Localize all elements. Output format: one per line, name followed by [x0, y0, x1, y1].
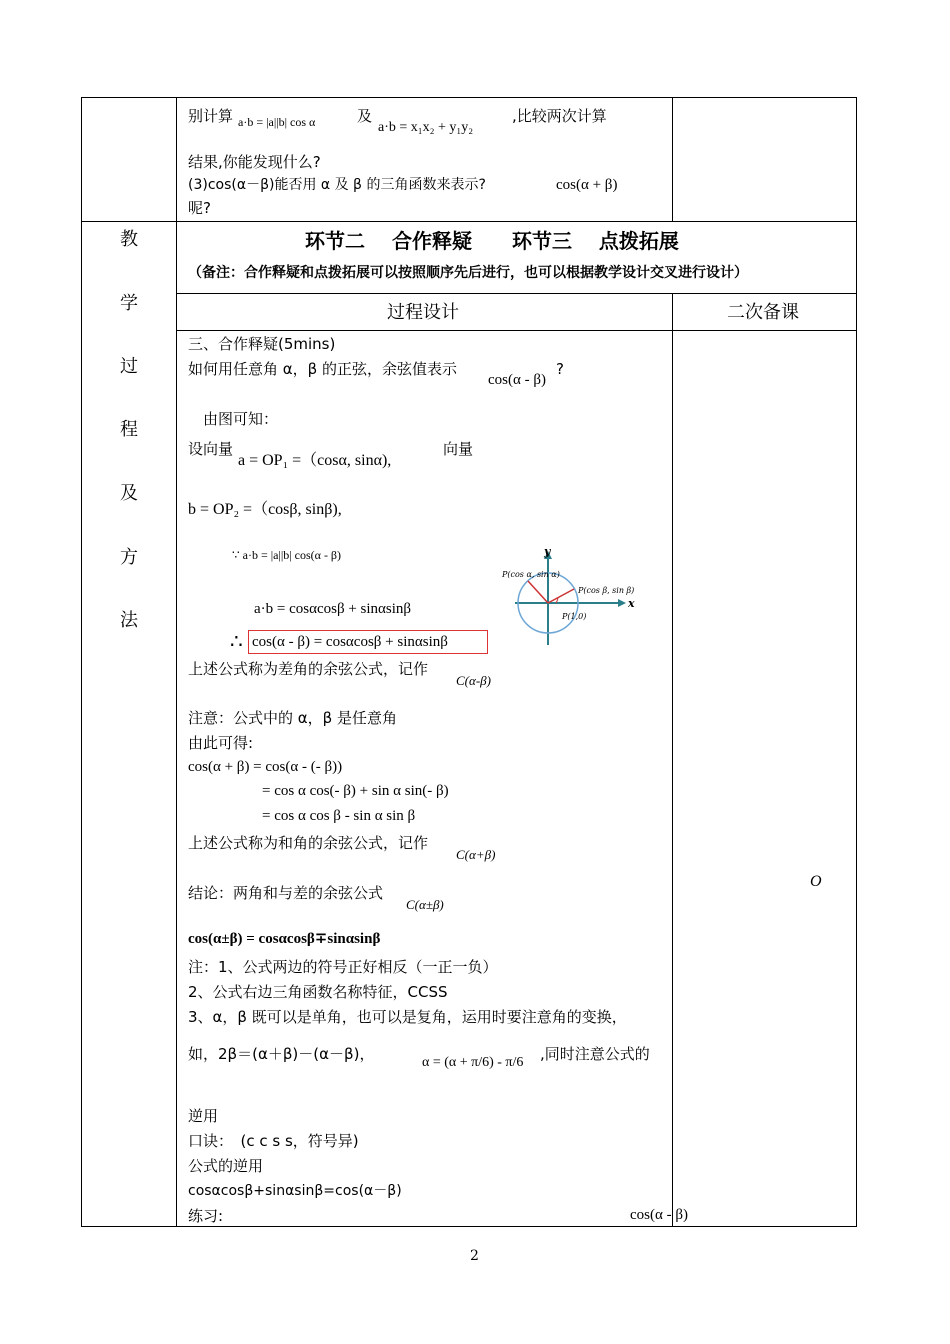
table-row-divider-3	[176, 330, 857, 331]
side-label-char: 及	[120, 483, 138, 504]
table-border-top	[81, 97, 857, 98]
page-number: 2	[470, 1248, 479, 1264]
secondary-mark: O	[810, 873, 822, 890]
dot-formula: a·b = cosαcosβ + sinαsinβ	[254, 601, 412, 617]
col-header-process: 过程设计	[387, 302, 459, 323]
table-row-divider-2	[176, 293, 857, 294]
conclusion-text: 结论：两角和与差的余弦公式	[188, 884, 384, 902]
boxed-formula-frame	[248, 630, 488, 654]
top-line3-text: (3)cos(α－β)能否用 α 及 β 的三角函数来表示?	[188, 177, 486, 193]
vec-b-formula: b = OP₂ =（cosβ, sinβ),	[188, 501, 342, 518]
side-label-char: 教	[120, 229, 138, 250]
x-axis-label: x	[628, 597, 635, 610]
because-formula: ∵ a·b = |a||b| cos(α - β)	[232, 548, 342, 562]
p0-label: P(1,0)	[562, 612, 587, 621]
reverse-formula: cosαcosβ+sinαsinβ=cos(α－β)	[188, 1183, 402, 1199]
top-line1-mid: 及	[357, 107, 373, 125]
table-col-divider-upper	[672, 97, 673, 222]
reverse-label: 逆用	[188, 1107, 219, 1125]
question-text: 如何用任意角 α，β 的正弦，余弦值表示	[188, 360, 457, 378]
note-4-formula: α = (α + π/6) - π/6	[422, 1055, 524, 1070]
op2-vector	[548, 589, 574, 603]
sum-formula-text: 上述公式称为和角的余弦公式，记作	[188, 834, 429, 852]
note-4-prefix: 如，2β＝(α＋β)－(α－β)，	[188, 1045, 375, 1063]
derive-step-3: = cos α cos β - sin α sin β	[262, 808, 416, 824]
section-heading: 环节二 合作释疑 环节三 点拨拓展	[305, 229, 679, 253]
note-1: 注：1、公式两边的符号正好相反（一正一负）	[188, 958, 498, 976]
question-formula: cos(α - β)	[488, 372, 546, 388]
practice-formula: cos(α - β)	[630, 1207, 688, 1223]
practice-label: 练习:	[188, 1207, 224, 1225]
reverse-use: 公式的逆用	[188, 1157, 264, 1175]
table-border-right	[856, 97, 857, 1227]
top-line1-formula1: a·b = |a||b| cos α	[238, 115, 316, 129]
top-line3-formula: cos(α + β)	[556, 177, 618, 193]
y-axis-label: y	[544, 545, 551, 558]
op1-vector	[528, 581, 548, 603]
note-2: 2、公式右边三角函数名称特征，CCSS	[188, 983, 448, 1001]
table-col-divider-lower	[672, 294, 673, 1227]
general-formula: cos(α±β) = cosαcosβ∓sinαsinβ	[188, 931, 381, 947]
side-label-char: 学	[120, 293, 138, 314]
x-axis-arrow	[618, 599, 626, 607]
table-border-left	[81, 97, 82, 1227]
derive-step-1: cos(α + β) = cos(α - (- β))	[188, 759, 343, 775]
p2-label: P(cos β, sin β)	[578, 586, 635, 595]
conclusion-sym: C(α±β)	[406, 897, 444, 912]
vec-word: 向量	[443, 440, 474, 458]
top-line1-suffix: ,比较两次计算	[512, 107, 607, 125]
vec-a-label: 设向量	[188, 440, 234, 458]
table-border-bottom	[81, 1226, 857, 1227]
sum-formula-sym: C(α+β)	[456, 847, 496, 862]
derive-label: 由此可得:	[188, 734, 254, 752]
table-row-divider-1	[81, 221, 857, 222]
main-title: 三、合作释疑(5mins)	[188, 335, 336, 353]
note-any-angle: 注意：公式中的 α，β 是任意角	[188, 709, 397, 727]
boxed-formula: cos(α - β) = cosαcosβ + sinαsinβ	[252, 634, 448, 650]
section-note: （备注：合作释疑和点拨拓展可以按照顺序先后进行，也可以根据教学设计交叉进行设计）	[188, 265, 748, 281]
top-line1-prefix: 别计算	[188, 107, 234, 125]
p1-label: P(cos α, sin α)	[502, 570, 560, 579]
derive-step-2: = cos α cos(- β) + sin α sin(- β)	[262, 783, 449, 799]
side-label-char: 法	[120, 610, 138, 631]
side-label-char: 方	[120, 547, 138, 568]
col-header-secondary: 二次备课	[727, 302, 799, 323]
side-label-char: 程	[120, 419, 138, 440]
side-label-char: 过	[120, 356, 138, 377]
diff-formula-text: 上述公式称为差角的余弦公式，记作	[188, 660, 429, 678]
therefore-sign: ∴	[230, 631, 243, 653]
note-4-suffix: ,同时注意公式的	[540, 1045, 650, 1063]
diff-formula-sym: C(α-β)	[456, 673, 491, 688]
question-mark: ?	[556, 360, 564, 378]
vec-a-formula: a = OP₁ =（cosα, sinα),	[238, 452, 392, 469]
top-line1-formula2: a·b = x₁x₂ + y₁y₂	[378, 120, 474, 135]
note-3: 3、α，β 既可以是单角，也可以是复角，运用时要注意角的变换，	[188, 1008, 627, 1026]
top-line4: 呢?	[188, 199, 211, 217]
unit-circle-figure	[500, 545, 650, 650]
from-figure: 由图可知：	[203, 410, 279, 428]
top-line2: 结果,你能发现什么?	[188, 153, 321, 171]
mnemonic: 口诀： (c c s s，符号异)	[188, 1132, 359, 1150]
table-col-divider-left	[176, 97, 177, 1227]
